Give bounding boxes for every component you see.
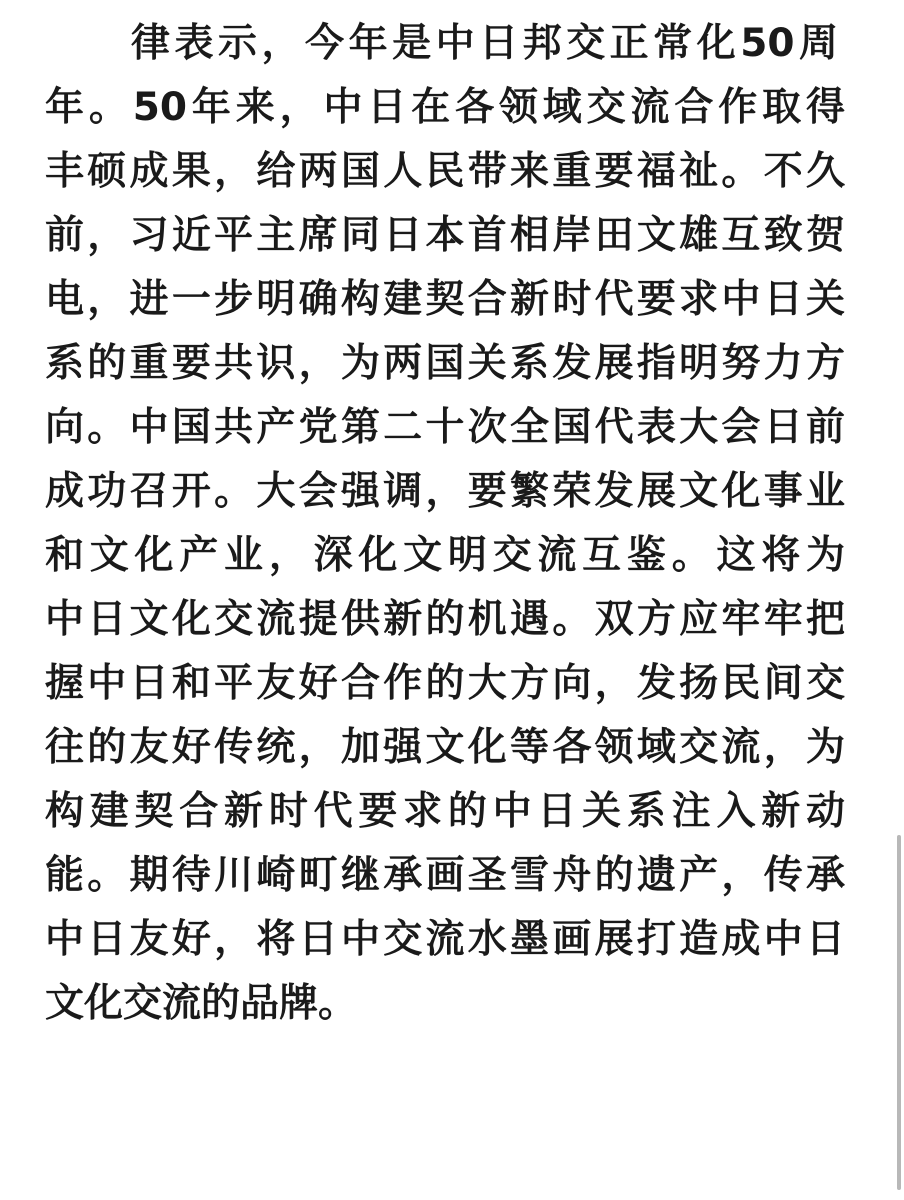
text-line: 年。50年来，中日在各领域交流合作取得 bbox=[45, 85, 845, 130]
text-line: 律表示，今年是中日邦交正常化50周 bbox=[131, 21, 838, 66]
text-line: 前，习近平主席同日本首相岸田文雄互致贺 bbox=[45, 213, 845, 258]
text-line: 和文化产业，深化文明交流互鉴。这将为 bbox=[45, 533, 845, 578]
text-line: 文化交流的品牌。 bbox=[45, 981, 358, 1026]
scrollbar[interactable] bbox=[896, 0, 904, 1200]
text-line: 构建契合新时代要求的中日关系注入新动 bbox=[45, 789, 845, 834]
text-line: 向。中国共产党第二十次全国代表大会日前 bbox=[45, 405, 845, 450]
text-line: 能。期待川崎町继承画圣雪舟的遗产，传承 bbox=[45, 853, 845, 898]
text-line: 电，进一步明确构建契合新时代要求中日关 bbox=[45, 277, 845, 322]
text-line: 中日友好，将日中交流水墨画展打造成中日 bbox=[45, 917, 845, 962]
text-line: 中日文化交流提供新的机遇。双方应牢牢把 bbox=[45, 597, 845, 642]
text-line: 成功召开。大会强调，要繁荣发展文化事业 bbox=[45, 469, 845, 514]
text-line: 系的重要共识，为两国关系发展指明努力方 bbox=[45, 341, 845, 386]
text-line: 握中日和平友好合作的大方向，发扬民间交 bbox=[45, 661, 845, 706]
scrollbar-thumb[interactable] bbox=[897, 835, 901, 1190]
text-line: 丰硕成果，给两国人民带来重要福祉。不久 bbox=[45, 149, 845, 194]
text-line: 往的友好传统，加强文化等各领域交流，为 bbox=[45, 725, 845, 770]
